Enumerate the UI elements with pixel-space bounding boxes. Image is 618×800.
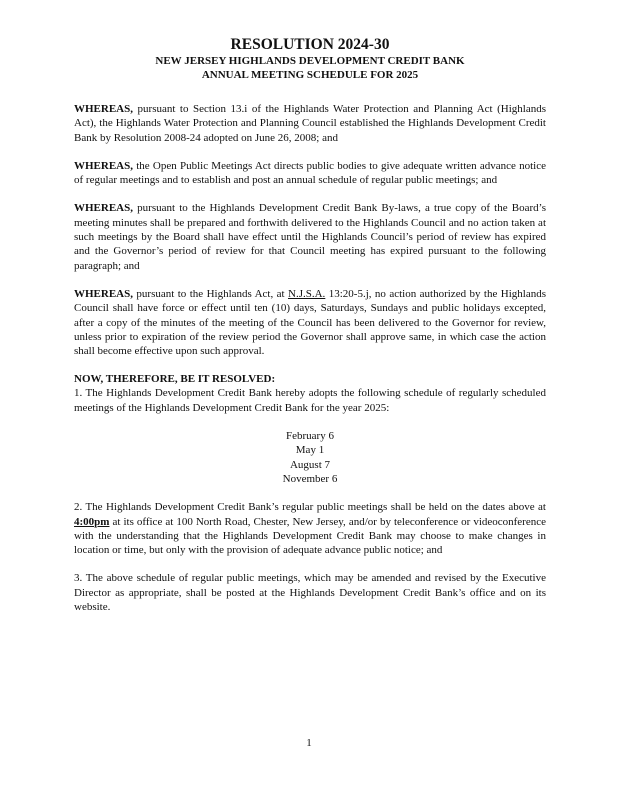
- meeting-date: February 6: [286, 430, 334, 443]
- whereas-clause-4: [74, 287, 546, 358]
- whereas-label: WHEREAS,: [74, 202, 133, 215]
- whereas-label: WHEREAS,: [74, 159, 133, 172]
- meeting-date: May 1: [295, 444, 325, 457]
- meeting-date: November 6: [282, 472, 338, 485]
- whereas-text: pursuant to the Highlands Development Credit Bank By-laws, a true copy of the Board’s meeting minutes shall be prepared and forthwith delivered to the Highlands Council and no action taken at such meetings by the Board shall have effect until the Highlands Council’s period of review has expired and the Governor’s period of review for that Council meeting has expired pursuant to the following paragraph; and: [74, 202, 547, 272]
- meeting-date: August 7: [289, 458, 331, 471]
- resolution-item-1: 1. The Highlands Development Credit Bank hereby adopts the following schedule of regularly scheduled meetings of the Highlands Development Credit Bank for the year 2025:: [74, 387, 546, 414]
- resolution-subtitle-2: ANNUAL MEETING SCHEDULE FOR 2025: [201, 69, 419, 81]
- resolution-item-2: [74, 500, 546, 557]
- whereas-clause-1: [74, 102, 546, 145]
- whereas-label: WHEREAS,: [74, 103, 133, 115]
- meeting-time: 4:00pm: [74, 515, 110, 528]
- resolution-title: RESOLUTION 2024-30: [230, 36, 390, 53]
- whereas-text: pursuant to Section 13.i of the Highlands Water Protection and Planning Act (Highlands Act), the Highlands Water Protection and Planning Council established the Highlands Development Credit Bank by Resolution 2008-24 adopted on June 26, 2008; and: [74, 103, 547, 144]
- resolution-item-3: 3. The above schedule of regular public meetings, which may be amended and revised by the Executive Director as appropriate, shall be posted at the Highlands Development Credit Bank’s office and on its website.: [74, 572, 546, 614]
- item-text: 2. The Highlands Development Credit Bank’s regular public meetings shall be held on the dates above at: [74, 501, 546, 514]
- item-text: at its office at 100 North Road, Chester, New Jersey, and/or by teleconference or videoconference with the understanding that the Highlands Development Credit Bank may choose to make changes in location or time, but only with the provision of adequate advance public notice; and: [74, 515, 546, 557]
- resolution-subtitle: NEW JERSEY HIGHLANDS DEVELOPMENT CREDIT BANK: [155, 55, 465, 67]
- document-page: [74, 36, 546, 614]
- whereas-text: pursuant to the Highlands Act, at: [136, 287, 285, 300]
- page-number: 1: [306, 737, 312, 749]
- whereas-label: WHEREAS,: [74, 287, 133, 300]
- meeting-dates-list: [74, 429, 546, 486]
- whereas-clause-3: [74, 201, 546, 272]
- statute-citation: N.J.S.A.: [288, 287, 326, 300]
- resolved-heading: NOW, THEREFORE, BE IT RESOLVED:: [74, 373, 276, 386]
- whereas-text: the Open Public Meetings Act directs public bodies to give adequate written advance notice of regular meetings and to establish and post an annual schedule of regular public meetings; and: [74, 159, 546, 187]
- whereas-clause-2: [74, 159, 546, 188]
- whereas-text: 13:20-5.j, no action authorized by the Highlands Council shall have force or effect until ten (10) days, Saturdays, Sundays and public holidays excepted, after a copy of the minutes of the meeting of the Council has been delivered to the Governor for review, unless prior to expiration of the review period the Governor shall approve same, in which case the action shall become effective upon such approval.: [74, 287, 546, 358]
